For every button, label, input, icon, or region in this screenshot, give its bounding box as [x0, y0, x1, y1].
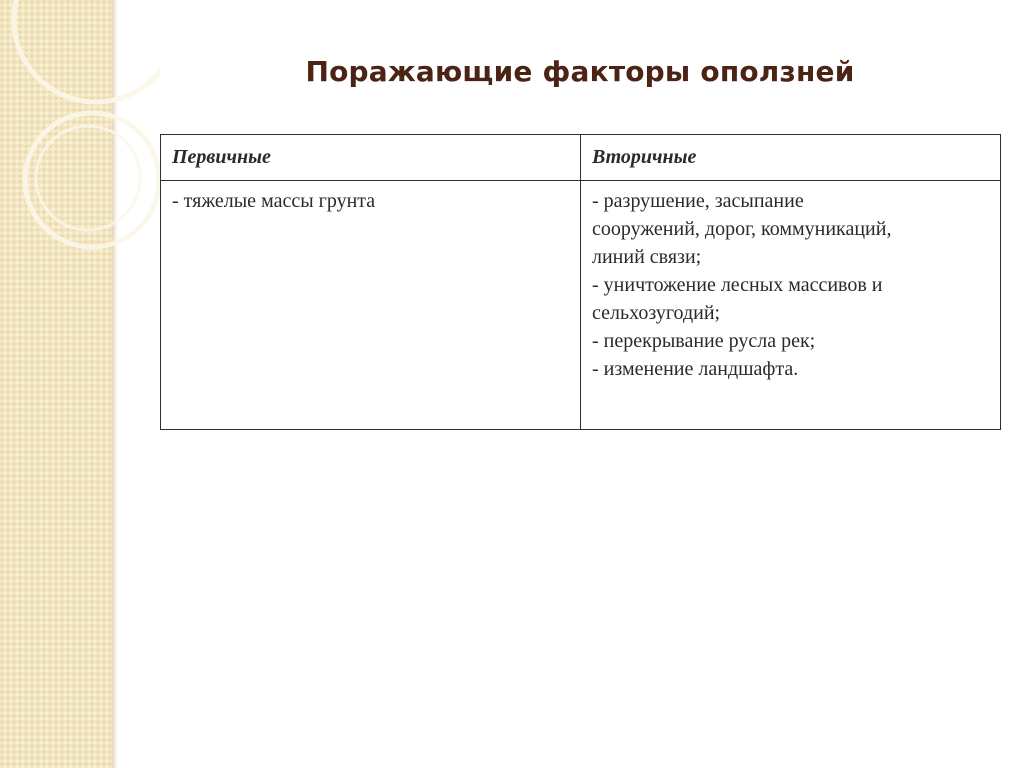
header-primary: Первичные: [161, 135, 581, 181]
secondary-factor-line: - уничтожение лесных массивов и: [592, 274, 883, 296]
factors-table: [160, 134, 1001, 430]
header-secondary: Вторичные: [581, 135, 1001, 181]
table-header-row: [161, 135, 1001, 181]
secondary-factor-line: сооружений, дорог, коммуникаций,: [592, 218, 892, 240]
primary-factor-item: - тяжелые массы грунта: [172, 190, 376, 212]
secondary-factor-line: сельхозугодий;: [592, 302, 721, 324]
secondary-factors-cell: [581, 181, 1001, 430]
secondary-factor-line: - перекрывание русла рек;: [592, 330, 816, 352]
decorative-ring-inner: [36, 126, 140, 230]
secondary-factor-line: линий связи;: [592, 246, 702, 268]
slide-title: Поражающие факторы оползней: [305, 55, 855, 88]
decorative-ring-top: [14, 0, 160, 102]
primary-factors-cell: [161, 181, 581, 430]
table-row: [161, 181, 1001, 430]
secondary-factor-line: - разрушение, засыпание: [592, 190, 804, 212]
decorative-rings: [0, 0, 160, 260]
secondary-factor-line: - изменение ландшафта.: [592, 358, 799, 380]
